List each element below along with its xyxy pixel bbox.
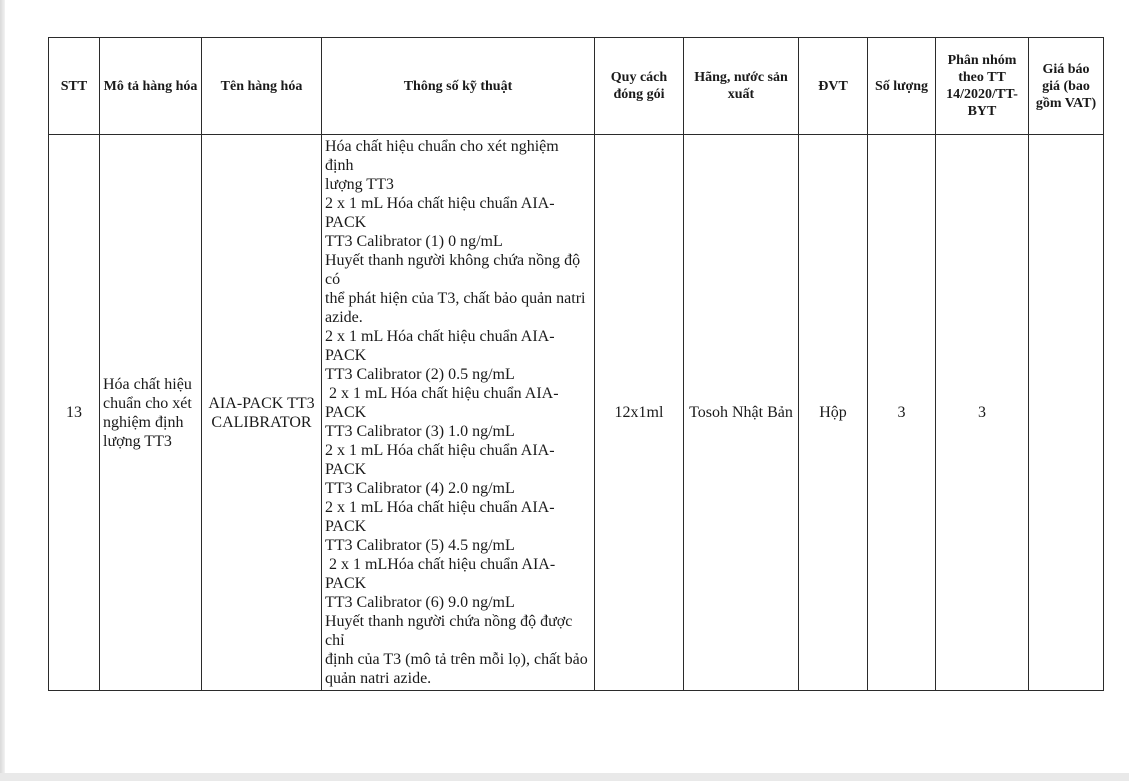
spec-line: 2 x 1 mL Hóa chất hiệu chuẩn AIA-PACK xyxy=(325,328,555,364)
spec-line: 2 x 1 mL Hóa chất hiệu chuẩn AIA-PACK xyxy=(325,195,555,231)
header-product-name: Tên hàng hóa xyxy=(202,38,322,135)
header-price: Giá báo giá (bao gồm VAT) xyxy=(1029,38,1104,135)
product-table xyxy=(48,37,1104,691)
spec-line: quản natri azide. xyxy=(325,670,432,687)
header-unit: ĐVT xyxy=(799,38,868,135)
spec-line: TT3 Calibrator (1) 0 ng/mL xyxy=(325,233,503,250)
header-stt: STT xyxy=(49,38,100,135)
header-specs: Thông số kỹ thuật xyxy=(322,38,595,135)
spec-line: TT3 Calibrator (3) 1.0 ng/mL xyxy=(325,423,515,440)
header-quantity: Số lượng xyxy=(868,38,936,135)
spec-line: 2 x 1 mL Hóa chất hiệu chuẩn AIA-PACK xyxy=(325,499,555,535)
spec-line: TT3 Calibrator (2) 0.5 ng/mL xyxy=(325,366,515,383)
spec-line: TT3 Calibrator (4) 2.0 ng/mL xyxy=(325,480,515,497)
cell-packaging: 12x1ml xyxy=(595,135,684,691)
cell-group: 3 xyxy=(936,135,1029,691)
table-header-row xyxy=(49,38,1104,135)
cell-stt: 13 xyxy=(49,135,100,691)
spec-line: 2 x 1 mL Hóa chất hiệu chuẩn AIA-PACK xyxy=(325,442,555,478)
header-group: Phân nhóm theo TT 14/2020/TT-BYT xyxy=(936,38,1029,135)
header-manufacturer: Hãng, nước sản xuất xyxy=(684,38,799,135)
cell-product-name: AIA-PACK TT3 CALIBRATOR xyxy=(202,135,322,691)
page-bottom-band xyxy=(0,773,1129,781)
spec-line: 2 x 1 mLHóa chất hiệu chuẩn AIA-PACK xyxy=(325,556,556,592)
cell-description: Hóa chất hiệu chuẩn cho xét nghiệm định lượng TT3 xyxy=(100,135,202,691)
spec-line: TT3 Calibrator (5) 4.5 ng/mL xyxy=(325,537,515,554)
spec-line: thể phát hiện của T3, chất bảo quản natri xyxy=(325,290,586,307)
spec-line: Huyết thanh người chứa nồng độ được chỉ xyxy=(325,613,577,649)
table-row xyxy=(49,135,1104,691)
cell-manufacturer: Tosoh Nhật Bản xyxy=(684,135,799,691)
spec-line: 2 x 1 mL Hóa chất hiệu chuẩn AIA-PACK xyxy=(325,385,559,421)
cell-specs xyxy=(322,135,595,691)
cell-unit: Hộp xyxy=(799,135,868,691)
spec-line: Huyết thanh người không chứa nồng độ có xyxy=(325,252,585,288)
header-description: Mô tả hàng hóa xyxy=(100,38,202,135)
spec-line: TT3 Calibrator (6) 9.0 ng/mL xyxy=(325,594,515,611)
spec-line: azide. xyxy=(325,309,363,326)
spec-line: Hóa chất hiệu chuẩn cho xét nghiệm định xyxy=(325,138,563,174)
cell-quantity: 3 xyxy=(868,135,936,691)
header-packaging: Quy cách đóng gói xyxy=(595,38,684,135)
spec-line: lượng TT3 xyxy=(325,176,394,193)
spec-line: định của T3 (mô tả trên mỗi lọ), chất bảo xyxy=(325,651,588,668)
cell-price xyxy=(1029,135,1104,691)
page-edge xyxy=(0,0,5,781)
